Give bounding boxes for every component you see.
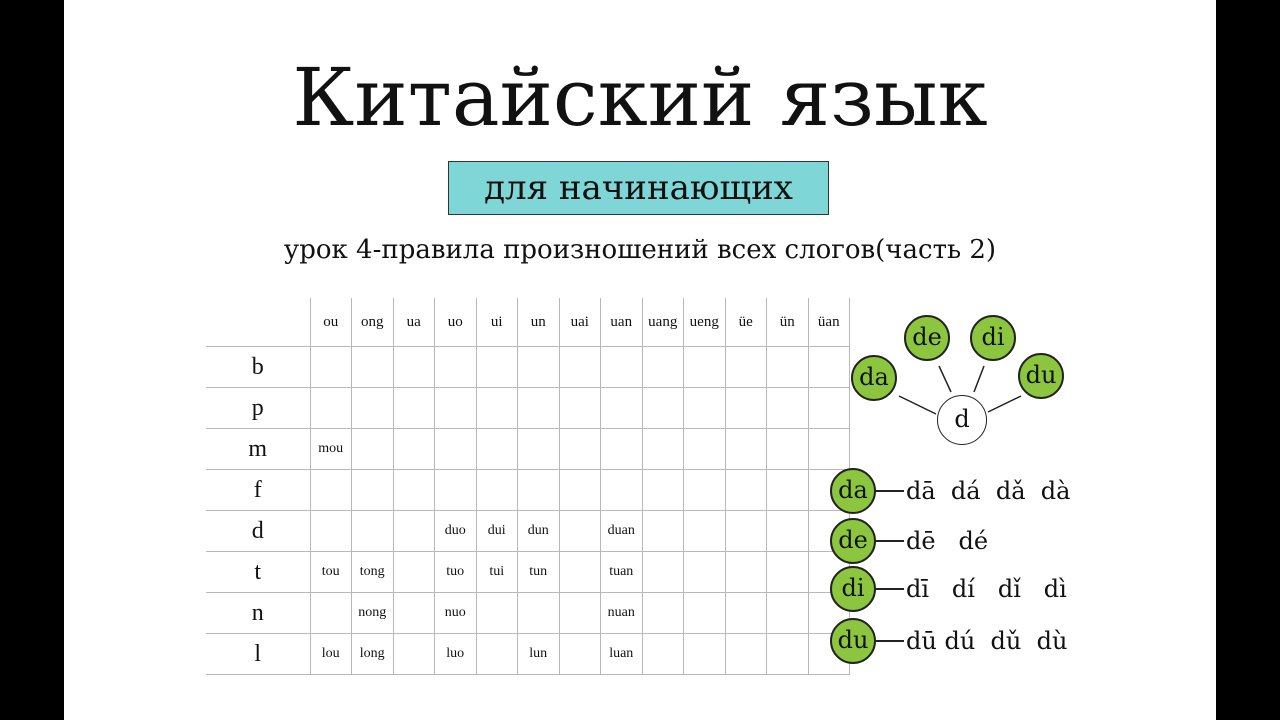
table-row (206, 634, 850, 675)
syllable-cell (684, 388, 726, 429)
syllable-cell: tui (476, 552, 518, 593)
final-header: ün (767, 298, 809, 347)
syllable-cell (310, 470, 352, 511)
final-header: un (518, 298, 560, 347)
syllable-cell (393, 429, 435, 470)
subtitle-banner: для начинающих (448, 161, 829, 215)
syllable-cell (352, 347, 394, 388)
syllable-cell: tun (518, 552, 560, 593)
syllable-cell (559, 634, 601, 675)
syllable-cell (684, 593, 726, 634)
initial-diagram (834, 300, 1074, 460)
syllable-cell (767, 388, 809, 429)
syllable-cell (352, 470, 394, 511)
final-header: ou (310, 298, 352, 347)
syllable-cell (559, 470, 601, 511)
tone-bubble: da (830, 468, 876, 514)
initial-label: l (206, 634, 310, 675)
bubble-da: da (851, 355, 897, 401)
syllable-cell (435, 429, 477, 470)
final-header: üe (725, 298, 767, 347)
syllable-cell: tou (310, 552, 352, 593)
connector-line (899, 396, 936, 414)
syllable-cell (435, 470, 477, 511)
initial-label: m (206, 429, 310, 470)
tone-bubble: di (830, 566, 876, 612)
syllable-cell: dun (518, 511, 560, 552)
syllable-cell (642, 593, 684, 634)
syllable-cell: tuo (435, 552, 477, 593)
syllable-cell (518, 388, 560, 429)
initial-label: n (206, 593, 310, 634)
syllable-cell: tuan (601, 552, 643, 593)
syllable-cell (725, 388, 767, 429)
table-row (206, 429, 850, 470)
syllable-cell (518, 429, 560, 470)
syllable-cell (559, 511, 601, 552)
final-header: uang (642, 298, 684, 347)
syllable-cell (642, 552, 684, 593)
tone-row (830, 618, 1130, 664)
initial-label: p (206, 388, 310, 429)
center-initial: d (937, 395, 987, 445)
syllable-cell (559, 552, 601, 593)
tone-row (830, 468, 1130, 514)
initial-label: b (206, 347, 310, 388)
syllable-cell (642, 347, 684, 388)
syllable-cell (435, 347, 477, 388)
table-row (206, 593, 850, 634)
syllable-cell (393, 347, 435, 388)
table-row (206, 552, 850, 593)
syllable-cell (767, 593, 809, 634)
syllable-cell (601, 388, 643, 429)
syllable-cell (393, 511, 435, 552)
connector-line (974, 366, 984, 392)
table-header-row (206, 298, 850, 347)
table-corner-cell (206, 298, 310, 347)
syllable-cell (435, 388, 477, 429)
syllable-cell (767, 347, 809, 388)
tone-bubble: du (830, 618, 876, 664)
syllable-cell (684, 347, 726, 388)
syllable-cell (725, 429, 767, 470)
syllable-cell (642, 388, 684, 429)
syllable-cell: duan (601, 511, 643, 552)
syllable-cell: luan (601, 634, 643, 675)
syllable-cell: mou (310, 429, 352, 470)
syllable-cell (476, 388, 518, 429)
syllable-cell (684, 429, 726, 470)
tone-forms: dī dí dǐ dì (906, 575, 1067, 603)
syllable-cell: lun (518, 634, 560, 675)
syllable-cell (393, 634, 435, 675)
syllable-cell (310, 593, 352, 634)
syllable-cell: nuo (435, 593, 477, 634)
final-header: ua (393, 298, 435, 347)
final-header: üan (808, 298, 850, 347)
syllable-cell (767, 634, 809, 675)
tone-row (830, 566, 1130, 612)
syllable-cell (393, 388, 435, 429)
tone-bubble: de (830, 518, 876, 564)
final-header: uai (559, 298, 601, 347)
table-row (206, 388, 850, 429)
syllable-cell (476, 470, 518, 511)
syllable-cell (476, 593, 518, 634)
tone-dash (876, 588, 904, 590)
syllable-cell (767, 429, 809, 470)
syllable-cell (393, 470, 435, 511)
syllable-cell (476, 634, 518, 675)
syllable-cell (642, 634, 684, 675)
slide (64, 0, 1216, 720)
tone-forms: dū dú dǔ dù (906, 627, 1068, 655)
syllable-cell (725, 511, 767, 552)
syllable-cell (559, 593, 601, 634)
syllable-cell (518, 347, 560, 388)
syllable-cell (601, 347, 643, 388)
syllable-cell: luo (435, 634, 477, 675)
syllable-cell: long (352, 634, 394, 675)
syllable-cell (310, 388, 352, 429)
final-header: ui (476, 298, 518, 347)
final-header: ong (352, 298, 394, 347)
syllable-cell (310, 511, 352, 552)
syllable-cell (352, 429, 394, 470)
syllable-cell (601, 470, 643, 511)
syllable-cell (559, 429, 601, 470)
syllable-cell (518, 593, 560, 634)
tone-row (830, 518, 1130, 564)
table-row (206, 511, 850, 552)
bubble-de: de (904, 315, 950, 361)
syllable-cell: nong (352, 593, 394, 634)
syllable-cell (684, 552, 726, 593)
table-row (206, 347, 850, 388)
syllable-cell (310, 347, 352, 388)
bubble-du: du (1018, 353, 1064, 399)
syllable-cell (684, 511, 726, 552)
syllable-cell (767, 552, 809, 593)
syllable-cell (352, 511, 394, 552)
syllable-cell (559, 347, 601, 388)
tone-dash (876, 540, 904, 542)
tone-forms: dā dá dǎ dà (906, 477, 1071, 505)
syllable-cell: nuan (601, 593, 643, 634)
connector-line (988, 396, 1021, 412)
connector-line (939, 366, 951, 392)
syllable-cell (642, 511, 684, 552)
syllable-cell: duo (435, 511, 477, 552)
syllable-cell (601, 429, 643, 470)
initial-label: d (206, 511, 310, 552)
syllable-cell (476, 347, 518, 388)
syllable-cell (642, 429, 684, 470)
syllable-cell: tong (352, 552, 394, 593)
syllable-cell (767, 511, 809, 552)
syllable-cell (518, 470, 560, 511)
syllable-cell (352, 388, 394, 429)
syllable-cell (725, 347, 767, 388)
syllable-cell (476, 429, 518, 470)
syllable-cell (725, 552, 767, 593)
syllable-cell (559, 388, 601, 429)
final-header: uan (601, 298, 643, 347)
final-header: ueng (684, 298, 726, 347)
syllable-cell: dui (476, 511, 518, 552)
tone-forms: dē dé (906, 527, 989, 555)
syllable-cell (684, 470, 726, 511)
tone-dash (876, 640, 904, 642)
syllable-cell: lou (310, 634, 352, 675)
initial-label: f (206, 470, 310, 511)
syllable-cell (725, 593, 767, 634)
syllable-cell (767, 470, 809, 511)
syllable-table-wrap (206, 298, 850, 675)
syllable-cell (725, 470, 767, 511)
syllable-cell (393, 593, 435, 634)
lesson-heading: урок 4-правила произношений всех слогов(часть 2) (283, 235, 997, 265)
syllable-table (206, 298, 850, 675)
tone-dash (876, 490, 904, 492)
initial-label: t (206, 552, 310, 593)
syllable-cell (725, 634, 767, 675)
syllable-cell (393, 552, 435, 593)
bubble-di: di (970, 315, 1016, 361)
syllable-cell (684, 634, 726, 675)
table-row (206, 470, 850, 511)
syllable-cell (642, 470, 684, 511)
final-header: uo (435, 298, 477, 347)
page-title: Китайский язык (292, 51, 988, 144)
